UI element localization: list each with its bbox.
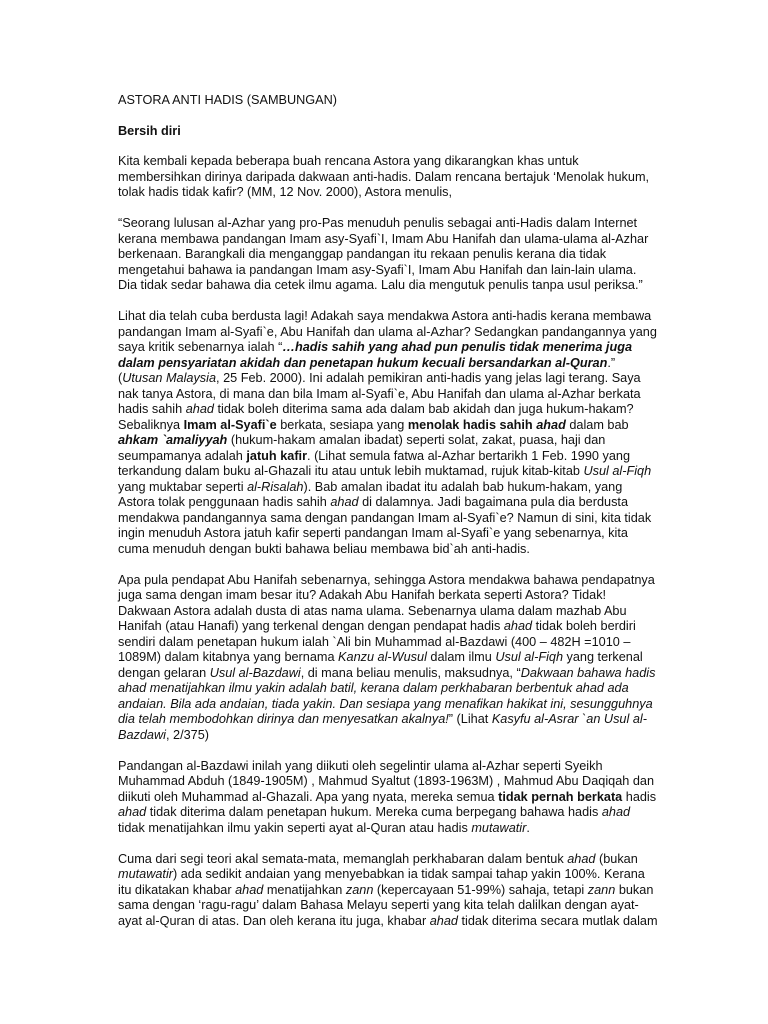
document-title: ASTORA ANTI HADIS (SAMBUNGAN)	[118, 93, 338, 107]
text-run: yang muktabar seperti	[118, 479, 248, 494]
text-run: …hadis sahih yang ahad pun penulis tidak menerima juga dalam pensyariatan akidah dan penetapan hukum kecuali bersandarkan al-Quran	[118, 340, 632, 370]
text-run: (kepercayaan 51-99%) sahaja, tetapi	[373, 882, 588, 897]
text-run: Dakwaan bahawa hadis ahad menatijahkan ilmu yakin adalah batil, kerana dalam perkhabaran berbentuk ahad ada andaian. Bila ada andaian, tiada yakin. Dan sesiapa yang menafikan hakikat ini, sesungguhnya dia telah membodohkan dirinya dan menyesatkan akalnya!	[118, 665, 656, 726]
text-run: tidak diterima dalam penetapan hukum. Mereka cuma berpegang bahawa hadis	[146, 805, 602, 819]
text-run: zann	[345, 882, 374, 897]
text-run: . (Lihat semula fatwa al-Azhar bertarikh 1 Feb. 1990 yang terkandung dalam buku al-Ghazali itu atau untuk lebih muktamad, rujuk kitab-kitab	[118, 448, 631, 478]
text-run: menolak hadis sahih	[407, 417, 537, 432]
text-run: Imam al-Syafi`e	[183, 417, 277, 432]
text-run: al-Risalah	[247, 479, 304, 494]
text-run: menatijahkan	[263, 882, 346, 897]
document-body	[118, 93, 658, 929]
paragraph-list	[118, 154, 658, 929]
text-run: , 2/375)	[165, 727, 209, 742]
text-run: dalam ilmu	[426, 650, 496, 664]
text-run: mutawatir	[118, 867, 173, 881]
paragraph	[118, 154, 658, 201]
text-run: jatuh kafir	[246, 448, 308, 463]
text-run: di dalamnya. Jadi bagaimana pula dia berdusta mendakwa pandangannya sama dengan pandangan Imam al-Syafi`e? Namun di sini, kita tidak ingin menuduh Astora jatuh kafir seperti pandangan Imam al-Syafi`e yang sebenarnya, kita cuma menuduh dengan bukti bahawa beliau membawa bid`ah anti-hadis.	[118, 495, 652, 556]
text-run: Kita kembali kepada beberapa buah rencana Astora yang dikarangkan khas untuk membersihkan dirinya daripada dakwaan anti-hadis. Dalam rencana bertajuk ‘Menolak hukum, tolak hadis tidak kafir? (MM, 12 Nov. 2000), Astora menulis,	[118, 154, 650, 199]
text-run: “Seorang lulusan al-Azhar yang pro-Pas menuduh penulis sebagai anti-Hadis dalam Internet kerana membawa pandangan Imam asy-Syafi`I, Imam Abu Hanifah dan ulama-ulama al-Azhar berkenaan. Barangkali dia menganggap pandangan itu rekaan penulis kerana dia tidak mengetahui bahawa ia pandangan Imam asy-Syafi`I, Imam Abu Hanifah dan lain-lain ulama. Dia tidak sedar bahawa dia cetek ilmu agama. Lalu dia mengutuk penulis tanpa usul periksa.”	[118, 216, 649, 292]
text-run: (hukum-hakam amalan ibadat) seperti solat, zakat, puasa, haji dan seumpamanya adalah	[118, 433, 606, 463]
text-run: Kanzu al-Wusul	[338, 650, 427, 664]
text-run: tidak menatijahkan ilmu yakin seperti ayat al-Quran atau hadis	[118, 820, 472, 835]
text-run: Apa pula pendapat Abu Hanifah sebenarnya, sehingga Astora mendakwa bahawa pendapatnya juga sama dengan imam besar itu? Adakah Abu Hanifah berkata seperti Astora? Tidak! Dakwaan Astora adalah dusta di atas nama ulama. Sebenarnya ulama dalam mazhab Abu Hanifah (atau Hanafi) yang terkenal dengan dengan pendapat hadis	[118, 572, 655, 633]
text-run: .	[526, 820, 530, 835]
paragraph	[118, 573, 658, 744]
paragraph	[118, 759, 658, 837]
text-run: ) ada sedikit andaian yang menyebabkan ia tidak sampai tahap yakin 100%. Kerana itu dikatakan khabar	[118, 867, 645, 897]
text-run: Pandangan al-Bazdawi inilah yang diikuti oleh segelintir ulama al-Azhar seperti Syeikh Muhammad Abduh (1849-1905M) , Mahmud Syaltut (1893-1963M) , Mahmud Abu Daqiqah dan diikuti oleh Muhammad al-Ghazali. Apa yang nyata, mereka semua	[118, 758, 655, 804]
text-run: ahkam `amaliyyah	[118, 433, 228, 447]
text-run: ahad	[118, 805, 147, 819]
text-run: ahad	[536, 417, 566, 432]
text-run: tidak pernah berkata	[498, 789, 623, 804]
text-run: ahad	[601, 805, 631, 819]
section-heading: Bersih diri	[118, 123, 181, 138]
text-run: (bukan	[595, 851, 638, 866]
text-run: berkata, sesiapa yang	[276, 417, 408, 432]
text-run: .” (	[118, 355, 616, 385]
text-run: Cuma dari segi teori akal semata-mata, memanglah perkhabaran dalam bentuk	[118, 851, 568, 866]
text-run: bukan sama dengan ‘ragu-ragu’ dalam Bahasa Melayu seperti yang kita telah dalilkan dengan ayat-ayat al-Quran di atas. Dan oleh kerana itu juga, khabar	[118, 882, 654, 928]
text-run: tidak boleh diterima sama ada dalam bab akidah dan juga hukum-hakam? Sebaliknya	[118, 402, 634, 432]
text-run: zann	[587, 882, 616, 897]
text-run: ahad	[235, 882, 264, 897]
text-run: ahad	[429, 913, 458, 928]
text-run: tidak diterima secara mutlak dalam	[457, 913, 658, 928]
text-run: , di mana beliau menulis, maksudnya, “	[300, 665, 521, 680]
text-run: Usul al-Fiqh	[583, 464, 652, 478]
text-run: ahad	[330, 495, 359, 509]
text-run: hadis	[622, 789, 657, 804]
text-run: Usul al-Fiqh	[495, 650, 563, 664]
text-run: Kasyfu al-Asrar `an Usul al-Bazdawi	[118, 712, 647, 742]
text-run: dalam bab	[565, 417, 629, 432]
text-run: mutawatir	[471, 820, 527, 835]
text-run: ). Bab amalan ibadat itu adalah bab hukum-hakam, yang Astora tolak penggunaan hadis sahih	[118, 479, 623, 509]
text-run: ahad	[503, 619, 533, 633]
text-run: Lihat dia telah cuba berdusta lagi! Adakah saya mendakwa Astora anti-hadis kerana membawa pandangan Imam al-Syafi`e, Abu Hanifah dan ulama al-Azhar? Sedangkan pandangannya yang saya kritik sebenarnya ialah “	[118, 309, 657, 354]
text-run: , 25 Feb. 2000). Ini adalah pemikiran anti-hadis yang jelas lagi terang. Saya nak tanya Astora, di mana dan bila Imam al-Syafi`e, Abu Hanifah dan ulama al-Azhar berkata hadis sahih	[118, 371, 641, 416]
paragraph	[118, 309, 658, 557]
text-run: ” (Lihat	[448, 712, 492, 726]
text-run: ahad	[567, 851, 596, 866]
text-run: Usul al-Bazdawi	[209, 665, 301, 680]
text-run: yang terkenal dengan gelaran	[118, 650, 643, 680]
text-run: Utusan Malaysia	[122, 371, 217, 385]
text-run: ahad	[185, 402, 214, 416]
paragraph	[118, 852, 658, 930]
paragraph	[118, 216, 658, 294]
text-run: tidak boleh berdiri sendiri dalam penetapan hukum ialah `Ali bin Muhammad al-Bazdawi (400 – 482H =1010 – 1089M) dalam kitabnya yang bernama	[118, 619, 636, 664]
